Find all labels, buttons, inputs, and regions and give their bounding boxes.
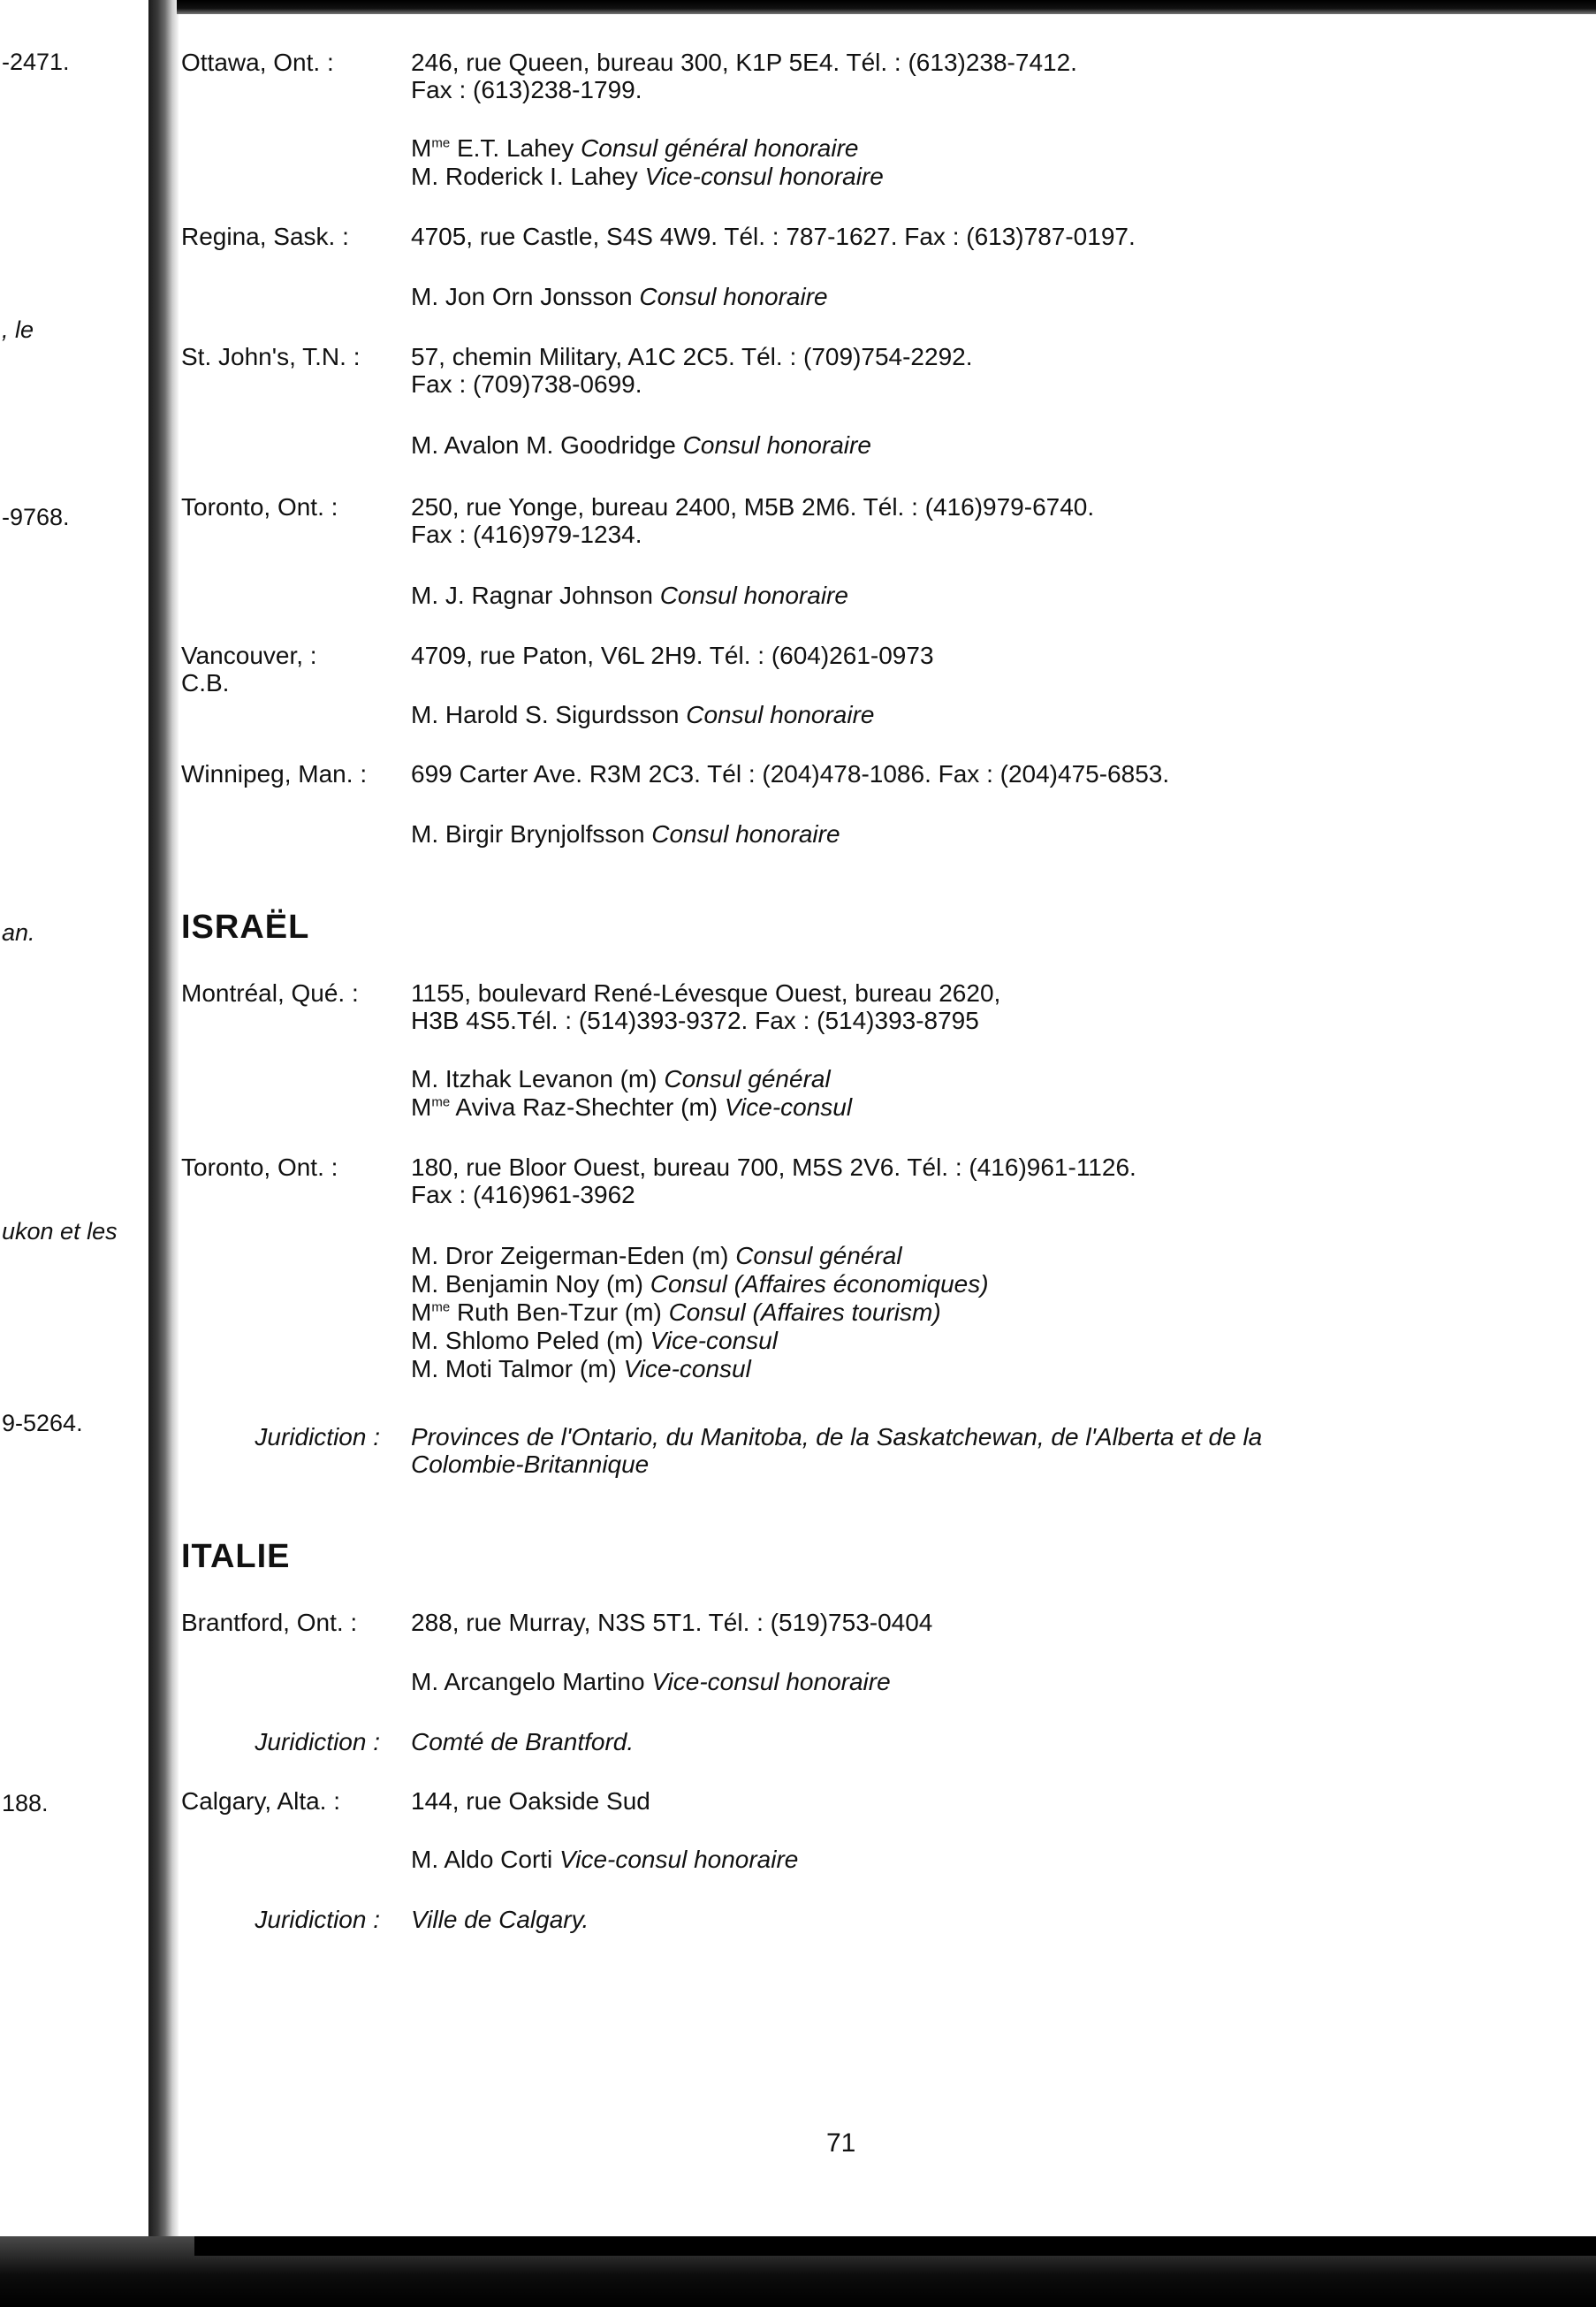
place-label: St. John's, T.N. : [181, 343, 361, 370]
person-entry: M. Avalon M. Goodridge Consul honoraire [411, 431, 871, 459]
directory-page [181, 0, 1560, 2245]
place-label: Calgary, Alta. : [181, 1787, 341, 1815]
jurisdiction-text: Comté de Brantford. [411, 1728, 635, 1755]
person-entry: M. Dror Zeigerman-Eden (m) Consul général [411, 1242, 902, 1269]
place-label: Vancouver, : C.B. [181, 642, 317, 697]
person-entry: M. Aldo Corti Vice-consul honoraire [411, 1846, 799, 1873]
person-entry: $M^{me}$ Ruth Ben-Tzur (m) Consul (Affaires tourism) [411, 1298, 941, 1326]
address: 250, rue Yonge, bureau 2400, M5B 2M6. Tél. : (416)979-6740. Fax : (416)979-1234. [411, 493, 1095, 548]
address: 4709, rue Paton, V6L 2H9. Tél. : (604)261-0973 [411, 642, 934, 669]
person-entry: M. Arcangelo Martino Vice-consul honoraire [411, 1668, 891, 1695]
person-entry: M. Roderick I. Lahey Vice-consul honoraire [411, 163, 884, 190]
margin-fragment: 9-5264. [2, 1410, 83, 1436]
country-heading: ISRAËL [181, 909, 310, 946]
address: 1155, boulevard René-Lévesque Ouest, bureau 2620, H3B 4S5.Tél. : (514)393-9372. Fax : (514)393-8795 [411, 979, 1001, 1034]
margin-fragment: an. [2, 919, 35, 946]
country-heading: ITALIE [181, 1538, 291, 1575]
jurisdiction-label: Juridiction : [255, 1906, 380, 1933]
address: 288, rue Murray, N3S 5T1. Tél. : (519)753-0404 [411, 1609, 933, 1636]
address: 246, rue Queen, bureau 300, K1P 5E4. Tél. : (613)238-7412. Fax : (613)238-1799. [411, 49, 1077, 103]
address: 144, rue Oakside Sud [411, 1787, 650, 1815]
place-label: Montréal, Qué. : [181, 979, 359, 1007]
page-number: 71 [826, 2128, 856, 2158]
address: 57, chemin Military, A1C 2C5. Tél. : (709)754-2292. Fax : (709)738-0699. [411, 343, 973, 398]
place-label: Brantford, Ont. : [181, 1609, 358, 1636]
margin-fragment: -9768. [2, 504, 70, 530]
jurisdiction-text: Provinces de l'Ontario, du Manitoba, de la Saskatchewan, de l'Alberta et de la Colombie-Britannique [411, 1423, 1263, 1478]
place-label: Toronto, Ont. : [181, 1154, 338, 1181]
book-spine-shadow [148, 0, 179, 2250]
address: 699 Carter Ave. R3M 2C3. Tél : (204)478-1086. Fax : (204)475-6853. [411, 760, 1170, 788]
margin-fragment: , le [2, 316, 34, 343]
margin-fragment: ukon et les [2, 1218, 118, 1245]
person-entry: M. Itzhak Levanon (m) Consul général [411, 1065, 831, 1093]
person-entry: M. Benjamin Noy (m) Consul (Affaires économiques) [411, 1270, 989, 1298]
address: 180, rue Bloor Ouest, bureau 700, M5S 2V6. Tél. : (416)961-1126. Fax : (416)961-3962 [411, 1154, 1136, 1208]
jurisdiction-label: Juridiction : [255, 1728, 380, 1755]
margin-fragment: -2471. [2, 49, 70, 75]
address: 4705, rue Castle, S4S 4W9. Tél. : 787-1627. Fax : (613)787-0197. [411, 223, 1136, 250]
facing-page-margin [0, 0, 150, 2250]
person-entry: $M^{me}$ Aviva Raz-Shechter (m) Vice-consul [411, 1093, 853, 1121]
bottom-scan-shadow [0, 2236, 1596, 2307]
person-entry: M. Jon Orn Jonsson Consul honoraire [411, 283, 828, 310]
person-entry: M. Shlomo Peled (m) Vice-consul [411, 1327, 778, 1354]
margin-fragment: 188. [2, 1790, 49, 1816]
jurisdiction-label: Juridiction : [255, 1423, 380, 1450]
place-label: Ottawa, Ont. : [181, 49, 334, 76]
place-label: Winnipeg, Man. : [181, 760, 368, 788]
person-entry: M. Moti Talmor (m) Vice-consul [411, 1355, 751, 1382]
person-entry: M. J. Ragnar Johnson Consul honoraire [411, 582, 848, 609]
person-entry: M. Birgir Brynjolfsson Consul honoraire [411, 820, 840, 848]
jurisdiction-text: Ville de Calgary. [411, 1906, 589, 1933]
place-label: Regina, Sask. : [181, 223, 349, 250]
person-entry: $M^{me}$ E.T. Lahey Consul général honoraire [411, 134, 859, 162]
person-entry: M. Harold S. Sigurdsson Consul honoraire [411, 701, 875, 728]
place-label: Toronto, Ont. : [181, 493, 338, 521]
